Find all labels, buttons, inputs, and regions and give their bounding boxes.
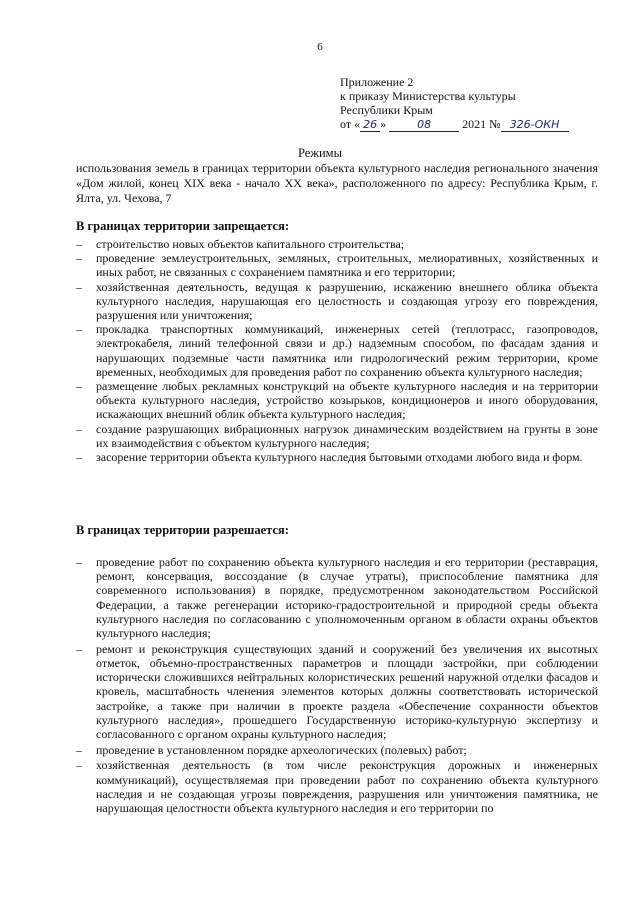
list-item: – ремонт и реконструкция существующих зданий и сооружений без увеличения их высотных отметок, объемно-пространственных параметров и площади застройки, при соблюдении исторически сложившихся нейтральных колористических решений наружной отделки фасадов и кровель, масштабность членения элементов которых должны соответствовать исторической застройке, а также при наличии в проекте раздела «Обеспечение сохранности объектов культурного наследия», прошедшего Государственную историко-культурную экспертизу и согласованного с органом охраны культурного наследия; bbox=[76, 641, 598, 741]
page-number: 6 bbox=[317, 41, 323, 53]
bullet-dash: – bbox=[76, 322, 82, 337]
list-item: – размещение любых рекламных конструкций на объекте культурного наследия и на территории объекта культурного наследия, устройство козырьков, кондиционеров и иного оборудования, искажающих внешний облик объекта культурного наследия; bbox=[76, 379, 598, 422]
quote-close: » bbox=[380, 117, 387, 131]
intro-paragraph: использования земель в границах территории объекта культурного наследия регионального значения «Дом жилой, конец XIX века - начало XX века», расположенного по адресу: Республика Крым, г. Ялта, ул. Чехова, 7 bbox=[76, 161, 598, 205]
order-date-line bbox=[340, 117, 569, 132]
order-prefix: от « bbox=[340, 117, 361, 131]
bullet-dash: – bbox=[76, 421, 82, 436]
bullet-dash: – bbox=[76, 237, 82, 251]
order-year: 2021 bbox=[462, 117, 487, 131]
appendix-block bbox=[340, 75, 569, 132]
bullet-dash: – bbox=[76, 742, 82, 757]
bullet-dash: – bbox=[76, 641, 82, 656]
order-number: 326-ОКН bbox=[501, 118, 569, 132]
bullet-dash: – bbox=[76, 379, 82, 394]
bullet-dash: – bbox=[76, 251, 82, 266]
heading-permitted: В границах территории разрешается: bbox=[76, 523, 289, 537]
order-month: 08 bbox=[389, 118, 459, 132]
list-item: – хозяйственная деятельность (в том числе реконструкция дорожных и инженерных коммуникаций), осуществляемая при проведении работ по сохранению объекта культурного наследия и не создающая угрозы повреждения, разрушения или уничтожения памятника, не нарушающая целостности объекта культурного наследия и его территории по bbox=[76, 758, 598, 815]
list-item: – проведение землеустроительных, земляных, строительных, мелиоративных, хозяйственных и иных работ, не связанных с сохранением памятника и его территории; bbox=[76, 251, 598, 280]
bullet-dash: – bbox=[76, 758, 82, 773]
list-item: – засорение территории объекта культурного наследия бытовыми отходами любого вида и форм. bbox=[76, 450, 583, 465]
bullet-dash: – bbox=[76, 555, 82, 569]
bullet-dash: – bbox=[76, 279, 82, 294]
document-title: Режимы bbox=[298, 146, 342, 160]
bullet-dash: – bbox=[76, 450, 82, 465]
list-item: – строительство новых объектов капитального строительства; bbox=[76, 237, 405, 251]
heading-prohibited: В границах территории запрещается: bbox=[76, 219, 290, 233]
list-item: – создание разрушающих вибрационных нагрузок динамическим воздействием на грунты в зоне их взаимодействия с объектом культурного наследия; bbox=[76, 421, 598, 450]
number-sign: № bbox=[489, 117, 501, 131]
permitted-list bbox=[76, 555, 598, 817]
appendix-line-1: Приложение 2 bbox=[340, 75, 414, 89]
appendix-line-3: Республики Крым bbox=[340, 103, 433, 117]
list-item: – хозяйственная деятельность, ведущая к разрушению, искажению внешнего облика объекта культурного наследия, нарушающая его целостность и создающая угрозу его повреждения, разрушения или уничтожения; bbox=[76, 279, 598, 323]
list-item: – прокладка транспортных коммуникаций, инженерных сетей (теплотрасс, газопроводов, электрокабеля, линий телефонной связи и др.) надземным способом, по фасадам здания и нарушающих подземные части памятника или гидрологический режим территории, кроме временных, необходимых для проведения работ по сохранению объекта культурного наследия; bbox=[76, 322, 598, 379]
appendix-line-2: к приказу Министерства культуры bbox=[340, 89, 516, 103]
prohibited-list bbox=[76, 237, 598, 464]
list-item: – проведение работ по сохранению объекта культурного наследия и его территории (реставрация, ремонт, консервация, воссоздание (в случае утраты), приспособление памятника для современного использования) в порядке, предусмотренном законодательством Российской Федерации, а также регенерации историко-градостроительной и природной среды объекта культурного наследия по согласованию с уполномоченным органом в области охраны объектов культурного наследия; bbox=[76, 555, 598, 641]
list-item: – проведение в установленном порядке археологических (полевых) работ; bbox=[76, 742, 467, 757]
order-day: 26 bbox=[360, 118, 380, 132]
